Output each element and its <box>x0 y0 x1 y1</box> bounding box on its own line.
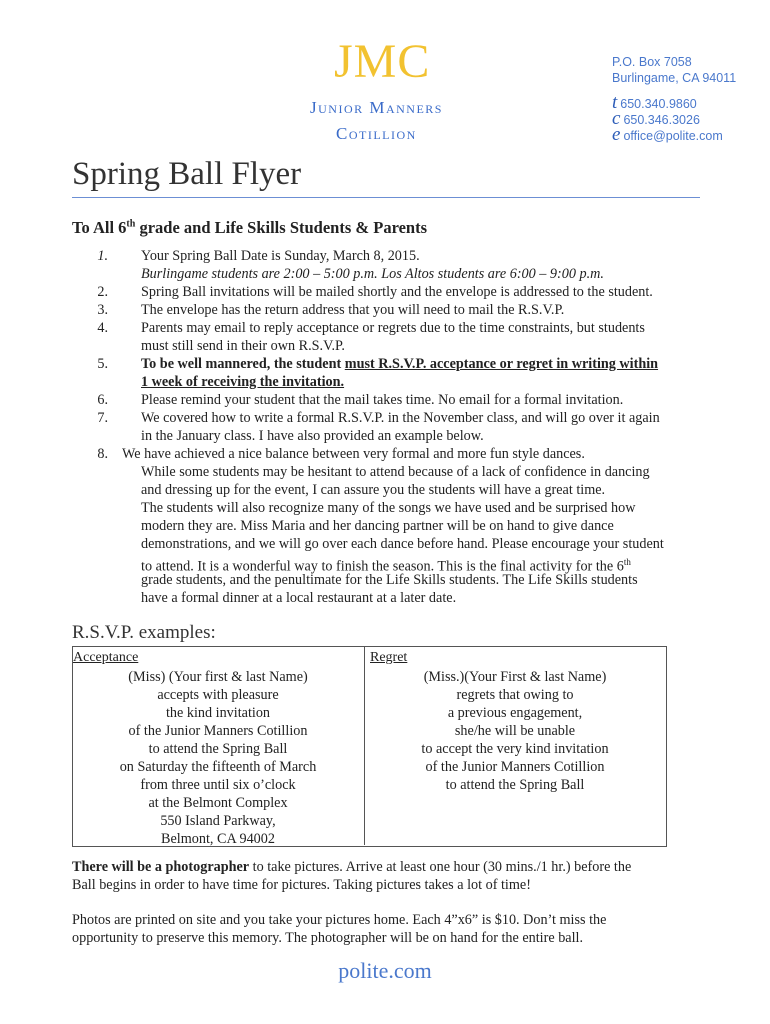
org-name-line1: Junior Manners <box>310 98 443 117</box>
list-item-7: We covered how to write a formal R.S.V.P. in the November class, and will go over it again <box>141 410 660 426</box>
cell-label: c <box>612 108 621 129</box>
regret-line: regrets that owing to <box>456 687 574 703</box>
list-item-4: Parents may email to reply acceptance or regrets due to the time constraints, but students <box>141 320 645 336</box>
acceptance-line: (Miss) (Your first & last Name) <box>128 669 308 685</box>
acceptance-line: to attend the Spring Ball <box>148 741 288 757</box>
photographer-para-line2: Ball begins in order to have time for pictures. Taking pictures takes a lot of time! <box>72 877 531 893</box>
acceptance-line: at the Belmont Complex <box>148 795 288 811</box>
heading-post: grade and Life Skills Students & Parents <box>135 218 428 237</box>
list-number-1: 1. <box>97 248 108 264</box>
logo-jmc: JMC <box>334 35 431 88</box>
photos-para-line1: Photos are printed on site and you take your pictures home. Each 4”x6” is $10. Don’t miss the <box>72 912 607 928</box>
list-number-6: 6. <box>97 392 108 408</box>
list-item-4-cont: must still send in their own R.S.V.P. <box>141 338 345 354</box>
list-item-5-cont: 1 week of receiving the invitation. <box>141 374 345 390</box>
list-item-1: Your Spring Ball Date is Sunday, March 8, 2015. <box>141 248 420 264</box>
list-item-8-line4: The students will also recognize many of the songs we have used and be surprised how <box>141 500 636 516</box>
photographer-bold: There will be a photographer <box>72 859 250 875</box>
photos-para-line2: opportunity to preserve this memory. The photographer will be on hand for the entire ball. <box>72 930 584 946</box>
address-line2: Burlingame, CA 94011 <box>612 71 737 85</box>
phone-label: t <box>612 92 618 113</box>
list-item-1-times: Burlingame students are 2:00 – 5:00 p.m. Los Altos students are 6:00 – 9:00 p.m. <box>141 266 604 282</box>
list-item-5-underlined: must R.S.V.P. acceptance or regret in writing within <box>344 356 659 372</box>
regret-line: of the Junior Manners Cotillion <box>425 759 605 775</box>
acceptance-label: Acceptance <box>73 650 139 665</box>
acceptance-line: Belmont, CA 94002 <box>161 831 275 847</box>
list-item-8-line8: grade students, and the penultimate for the Life Skills students. The Life Skills students <box>141 572 638 588</box>
list-item-8-line5: modern they are. Miss Maria and her dancing partner will be on hand to give dance <box>141 518 614 534</box>
acceptance-line: from three until six o’clock <box>140 777 296 793</box>
list-item-7-cont: in the January class. I have also provided an example below. <box>141 428 484 444</box>
address-line1: P.O. Box 7058 <box>612 55 692 69</box>
rsvp-heading: R.S.V.P. examples: <box>72 622 216 643</box>
heading-sup: th <box>126 218 136 230</box>
regret-line: a previous engagement, <box>447 705 583 721</box>
list-item-8-line2: While some students may be hesitant to attend because of a lack of confidence in dancing <box>141 464 650 480</box>
photographer-line1-rest: to take pictures. Arrive at least one hour (30 mins./1 hr.) before the <box>249 859 632 875</box>
list-number-3: 3. <box>97 302 108 318</box>
page-title: Spring Ball Flyer <box>72 156 302 192</box>
acceptance-line: of the Junior Manners Cotillion <box>128 723 308 739</box>
phone-number: 650.340.9860 <box>620 97 697 111</box>
regret-line: to attend the Spring Ball <box>445 777 585 793</box>
title-rule <box>72 197 700 198</box>
list-item-8-line3: and dressing up for the event, I can assure you the students will have a great time. <box>141 482 606 498</box>
list-number-2: 2. <box>97 284 108 300</box>
list-item-3: The envelope has the return address that you will need to mail the R.S.V.P. <box>141 302 565 318</box>
acceptance-line: the kind invitation <box>165 705 271 721</box>
list-item-8-sup: th <box>623 557 631 567</box>
list-item-8-line6: demonstrations, and we will go over each dance before hand. Please encourage your student <box>141 536 664 552</box>
list-item-8-line9: have a formal dinner at a local restaurant at a later date. <box>141 590 457 606</box>
list-item-8-line7-text: to attend. It is a wonderful way to finish the season. This is the final activity for the 6 <box>141 558 624 575</box>
regret-line: she/he will be unable <box>454 723 576 739</box>
heading-pre: To All 6 <box>72 218 127 237</box>
email <box>612 124 723 146</box>
section-heading <box>72 218 427 238</box>
photographer-para-line1 <box>72 858 712 876</box>
list-number-5: 5. <box>97 356 108 372</box>
list-item-5-plain: To be well mannered, the student <box>141 356 345 372</box>
list-number-4: 4. <box>97 320 108 336</box>
regret-line: to accept the very kind invitation <box>421 741 609 757</box>
acceptance-line: on Saturday the fifteenth of March <box>119 759 317 775</box>
regret-line: (Miss.)(Your First & last Name) <box>423 669 607 685</box>
list-item-8: We have achieved a nice balance between very formal and more fun style dances. <box>122 446 585 462</box>
list-item-6: Please remind your student that the mail takes time. No email for a formal invitation. <box>141 392 624 408</box>
regret-label: Regret <box>370 650 408 665</box>
cell-number: 650.346.3026 <box>623 113 700 127</box>
list-item-2: Spring Ball invitations will be mailed shortly and the envelope is addressed to the student. <box>141 284 653 300</box>
org-name-line2: Cotillion <box>336 124 417 143</box>
acceptance-line: 550 Island Parkway, <box>160 813 276 829</box>
list-number-7: 7. <box>97 410 108 426</box>
list-number-8: 8. <box>97 446 108 462</box>
acceptance-line: accepts with pleasure <box>157 687 279 703</box>
list-item-5 <box>141 355 701 373</box>
footer-website-link[interactable]: polite.com <box>338 958 432 983</box>
email-address[interactable]: office@polite.com <box>623 129 723 143</box>
email-label: e <box>612 124 621 145</box>
